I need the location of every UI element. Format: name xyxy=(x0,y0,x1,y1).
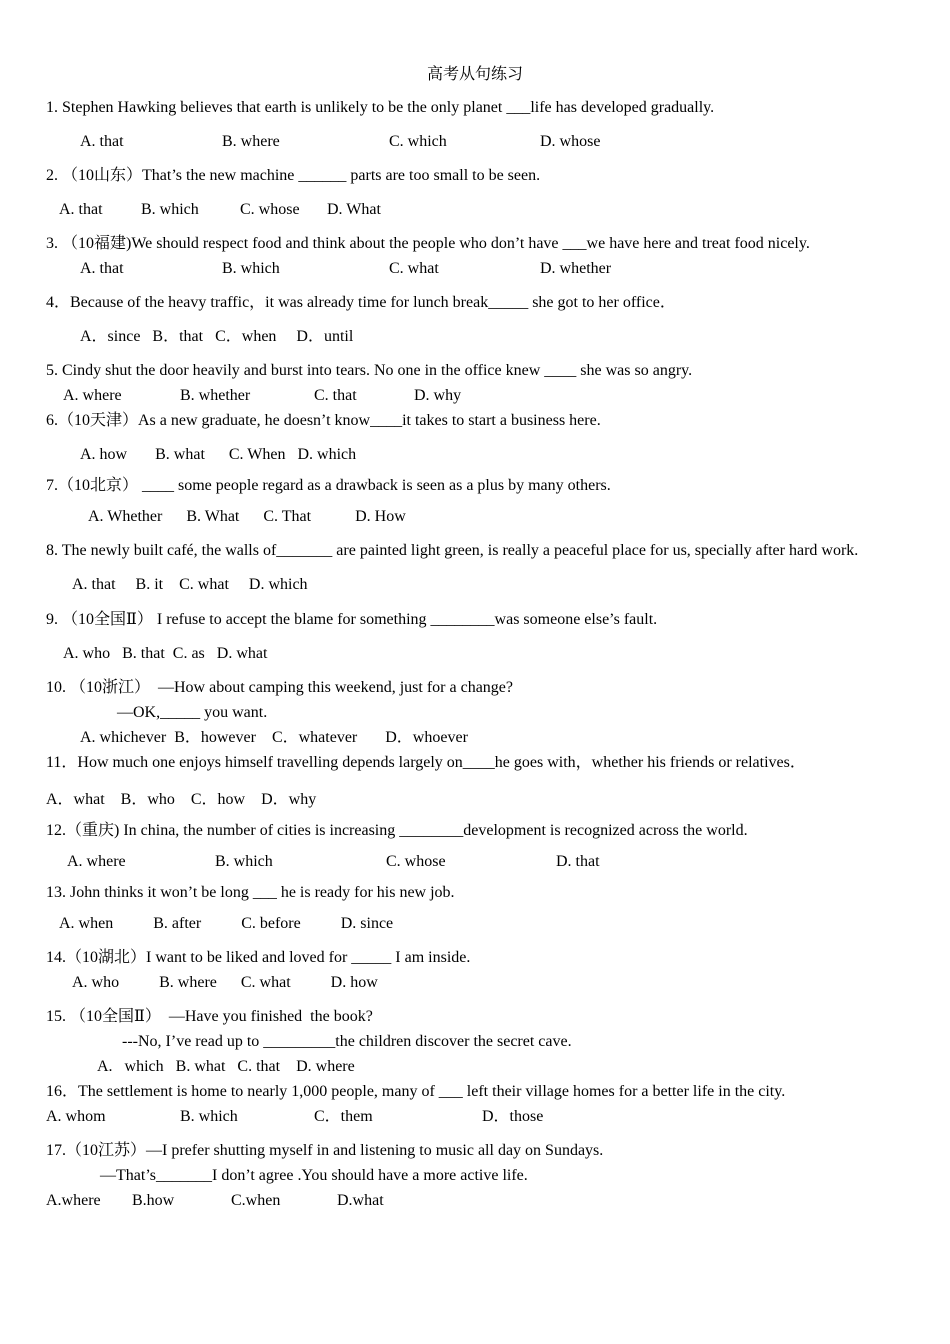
question-2: 2. （10山东）That’s the new machine ______ parts are too small to be seen. xyxy=(46,167,541,184)
question-13: 13. John thinks it won’t be long ___ he is ready for his new job. xyxy=(46,884,455,901)
q7-options: A. Whether B. What C. That D. How xyxy=(88,508,406,525)
q1-option-b: B. where xyxy=(222,133,280,150)
q3-option-b: B. which xyxy=(222,260,280,277)
q15-options: A. which B. what C. that D. where xyxy=(97,1058,355,1075)
question-1: 1. Stephen Hawking believes that earth is unlikely to be the only planet ___life has developed gradually. xyxy=(46,99,715,116)
question-5: 5. Cindy shut the door heavily and burst into tears. No one in the office knew ____ she was so angry. xyxy=(46,362,693,379)
q9-options: A. who B. that C. as D. what xyxy=(63,645,268,662)
question-17: 17.（10江苏）—I prefer shutting myself in and listening to music all day on Sundays. xyxy=(46,1142,604,1159)
question-6: 6.（10天津）As a new graduate, he doesn’t know____it takes to start a business here. xyxy=(46,412,601,429)
question-14: 14.（10湖北）I want to be liked and loved for _____ I am inside. xyxy=(46,949,471,966)
q1-option-c: C. which xyxy=(389,133,447,150)
q3-option-c: C. what xyxy=(389,260,439,277)
q5-option-a: A. where xyxy=(63,387,122,404)
q1-option-a: A. that xyxy=(80,133,124,150)
q12-option-a: A. where xyxy=(67,853,126,870)
question-3: 3. （10福建)We should respect food and think about the people who don’t have ___we have here and treat food nicely. xyxy=(46,235,810,252)
q2-option-a: A. that xyxy=(59,201,103,218)
question-12: 12.（重庆) In china, the number of cities is increasing ________development is recognized across the world. xyxy=(46,822,748,839)
question-10: 10. （10浙江） —How about camping this weekend, just for a change? xyxy=(46,679,514,696)
q16-option-d: D．those xyxy=(482,1108,544,1125)
q12-option-b: B. which xyxy=(215,853,273,870)
q3-option-a: A. that xyxy=(80,260,124,277)
question-7: 7.（10北京） ____ some people regard as a drawback is seen as a plus by many others. xyxy=(46,477,611,494)
q1-option-d: D. whose xyxy=(540,133,601,150)
q17-option-b: B.how xyxy=(132,1192,175,1209)
q14-options: A. who B. where C. what D. how xyxy=(72,974,378,991)
q10-reply: —OK,_____ you want. xyxy=(117,704,268,721)
q17-option-d: D.what xyxy=(337,1192,384,1209)
q17-reply: —That’s_______I don’t agree .You should have a more active life. xyxy=(100,1167,528,1184)
question-9: 9. （10全国Ⅱ） I refuse to accept the blame for something ________was someone else’s fault. xyxy=(46,611,658,628)
page-title: 高考从句练习 xyxy=(426,66,523,83)
q2-option-b: B. which xyxy=(141,201,199,218)
question-4: 4．Because of the heavy traffic，it was already time for lunch break_____ she got to her office． xyxy=(46,294,676,311)
q16-option-b: B. which xyxy=(180,1108,238,1125)
q5-option-d: D. why xyxy=(414,387,462,404)
q2-option-d: D. What xyxy=(327,201,381,218)
question-16: 16．The settlement is home to nearly 1,000 people, many of ___ left their village homes for a better life in the city. xyxy=(46,1083,786,1100)
question-11: 11．How much one enjoys himself travelling depends largely on____he goes with，whether his friends or relatives． xyxy=(46,754,806,771)
q16-option-c: C．them xyxy=(314,1108,373,1125)
q15-reply: ---No, I’ve read up to _________the children discover the secret cave. xyxy=(122,1033,572,1050)
question-15: 15. （10全国Ⅱ） —Have you finished the book? xyxy=(46,1008,373,1025)
q5-option-c: C. that xyxy=(314,387,357,404)
question-8: 8. The newly built café, the walls of_______ are painted light green, is really a peaceful place for us, specially after hard work. xyxy=(46,542,859,559)
q10-options: A. whichever B．however C．whatever D．whoever xyxy=(80,729,468,746)
q11-options: A．what B．who C．how D．why xyxy=(46,791,317,808)
q16-option-a: A. whom xyxy=(46,1108,106,1125)
q6-options: A. how B. what C. When D. which xyxy=(80,446,357,463)
q17-option-a: A.where xyxy=(46,1192,101,1209)
q8-options: A. that B. it C. what D. which xyxy=(72,576,308,593)
q4-options: A．since B．that C．when D．until xyxy=(80,328,354,345)
q2-option-c: C. whose xyxy=(240,201,300,218)
q13-options: A. when B. after C. before D. since xyxy=(59,915,394,932)
q5-option-b: B. whether xyxy=(180,387,251,404)
q17-option-c: C.when xyxy=(231,1192,281,1209)
q12-option-d: D. that xyxy=(556,853,600,870)
q12-option-c: C. whose xyxy=(386,853,446,870)
q3-option-d: D. whether xyxy=(540,260,612,277)
